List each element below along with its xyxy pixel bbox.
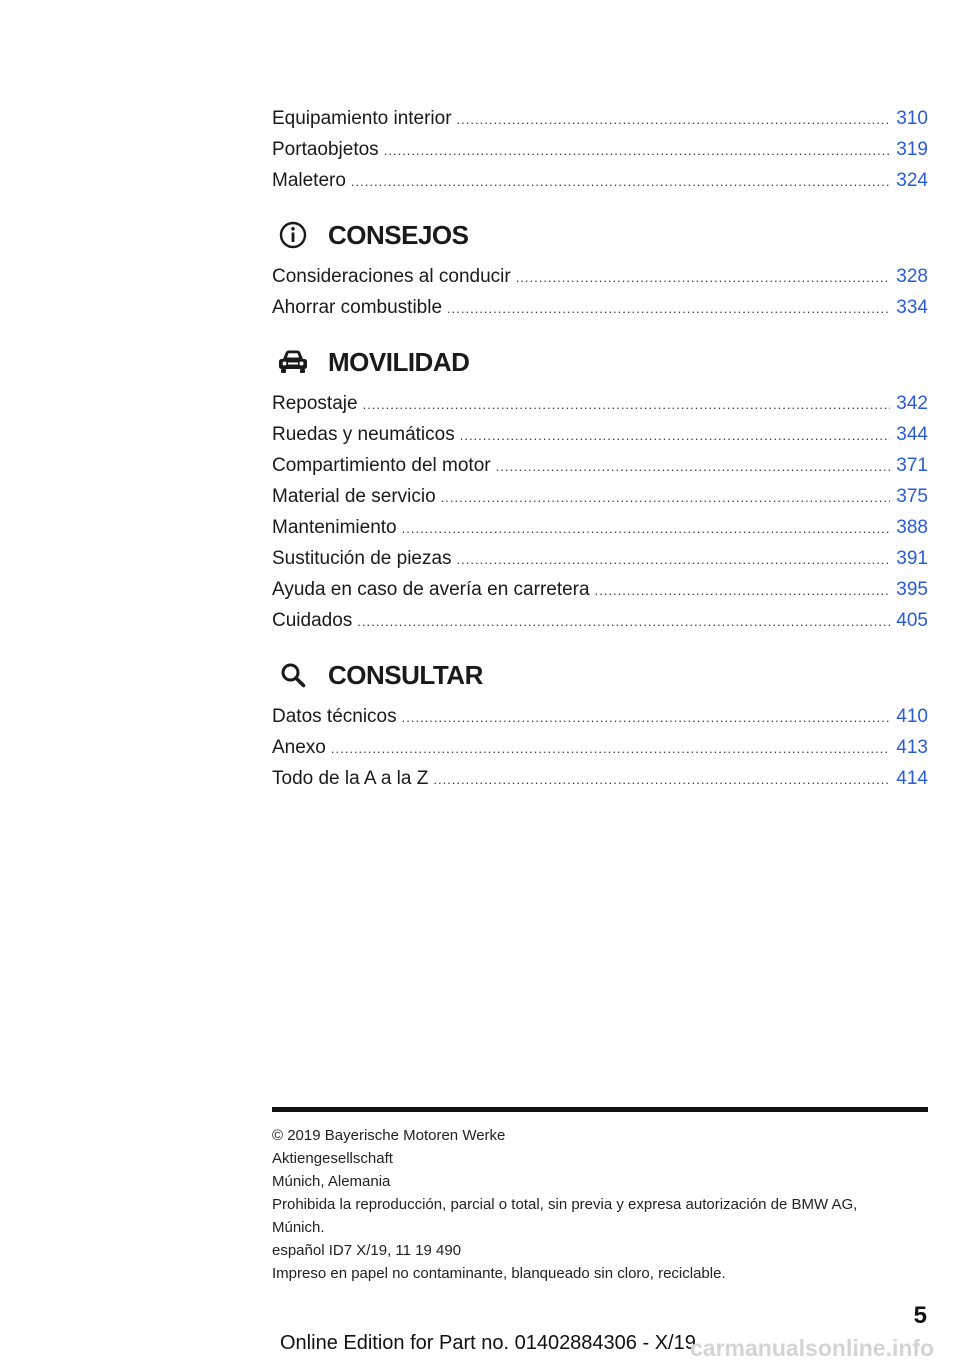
toc-entry-page[interactable]: 328 xyxy=(896,266,928,287)
imprint xyxy=(272,1124,912,1285)
leader-dots xyxy=(402,702,891,733)
imprint-line: español ID7 X/19, 11 19 490 xyxy=(272,1242,462,1259)
toc-entry-page[interactable]: 388 xyxy=(896,517,928,538)
section-title: CONSULTAR xyxy=(328,659,483,690)
toc-entry-title: Ahorrar combustible xyxy=(272,297,443,318)
toc-entry-title: Ayuda en caso de avería en carretera xyxy=(272,579,590,600)
toc-entry-title: Material de servicio xyxy=(272,486,436,507)
leader-dots xyxy=(433,764,890,795)
toc-entry[interactable] xyxy=(272,605,928,636)
toc-entry[interactable] xyxy=(272,512,928,543)
toc-entry-title: Datos técnicos xyxy=(272,706,397,727)
imprint-line: Múnich, Alemania xyxy=(272,1173,391,1190)
leader-dots xyxy=(447,293,890,324)
info-icon xyxy=(275,217,311,253)
toc-entry[interactable] xyxy=(272,292,928,323)
section-title: CONSEJOS xyxy=(328,219,469,250)
section-header-consultar xyxy=(272,657,928,693)
toc-entry-title: Portaobjetos xyxy=(272,139,379,160)
table-of-contents xyxy=(272,103,928,794)
car-icon xyxy=(275,344,311,380)
leader-dots xyxy=(457,104,891,135)
leader-dots xyxy=(457,544,891,575)
toc-entry[interactable] xyxy=(272,419,928,450)
toc-entry-title: Anexo xyxy=(272,737,326,758)
leader-dots xyxy=(595,575,891,606)
toc-entry[interactable] xyxy=(272,388,928,419)
toc-entry-title: Compartimiento del motor xyxy=(272,455,491,476)
toc-entry[interactable] xyxy=(272,134,928,165)
imprint-line: Prohibida la reproducción, parcial o total, sin previa y expresa autorización de BMW AG, xyxy=(272,1196,858,1213)
toc-entry-page[interactable]: 391 xyxy=(896,548,928,569)
toc-entry[interactable] xyxy=(272,481,928,512)
imprint-line: © 2019 Bayerische Motoren Werke xyxy=(272,1127,506,1144)
toc-entry[interactable] xyxy=(272,732,928,763)
toc-entry-title: Maletero xyxy=(272,170,346,191)
toc-entry[interactable] xyxy=(272,450,928,481)
section-header-movilidad xyxy=(272,344,928,380)
toc-entry-title: Consideraciones al conducir xyxy=(272,266,511,287)
leader-dots xyxy=(384,135,891,166)
toc-entry-title: Mantenimiento xyxy=(272,517,397,538)
toc-entry-page[interactable]: 334 xyxy=(896,297,928,318)
toc-entry-page[interactable]: 324 xyxy=(896,170,928,191)
toc-entry-title: Repostaje xyxy=(272,393,358,414)
leader-dots xyxy=(331,733,890,764)
toc-entry-page[interactable]: 371 xyxy=(896,455,928,476)
toc-entry-page[interactable]: 375 xyxy=(896,486,928,507)
toc-entry[interactable] xyxy=(272,261,928,292)
leader-dots xyxy=(460,420,891,451)
leader-dots xyxy=(357,606,890,637)
leader-dots xyxy=(496,451,891,482)
toc-entry-page[interactable]: 395 xyxy=(896,579,928,600)
toc-entry-title: Equipamiento interior xyxy=(272,108,452,129)
leader-dots xyxy=(363,389,891,420)
imprint-line: Múnich. xyxy=(272,1219,325,1236)
toc-entry-page[interactable]: 413 xyxy=(896,737,928,758)
toc-entry[interactable] xyxy=(272,763,928,794)
leader-dots xyxy=(441,482,891,513)
toc-entry-title: Sustitución de piezas xyxy=(272,548,452,569)
toc-entry[interactable] xyxy=(272,701,928,732)
toc-entry-page[interactable]: 319 xyxy=(896,139,928,160)
toc-entry-page[interactable]: 410 xyxy=(896,706,928,727)
imprint-line: Impreso en papel no contaminante, blanqueado sin cloro, reciclable. xyxy=(272,1265,726,1282)
section-header-consejos xyxy=(272,217,928,253)
toc-entry-title: Ruedas y neumáticos xyxy=(272,424,455,445)
imprint-line: Aktiengesellschaft xyxy=(272,1150,393,1167)
toc-entry-title: Cuidados xyxy=(272,610,353,631)
toc-entry-title: Todo de la A a la Z xyxy=(272,768,429,789)
toc-entry[interactable] xyxy=(272,574,928,605)
toc-entry-page[interactable]: 405 xyxy=(896,610,928,631)
section-title: MOVILIDAD xyxy=(328,346,470,377)
toc-entry-page[interactable]: 414 xyxy=(896,768,928,789)
watermark: carmanualsonline.info xyxy=(690,1335,935,1361)
toc-entry-page[interactable]: 342 xyxy=(896,393,928,414)
page-number: 5 xyxy=(913,1302,927,1329)
toc-entry-page[interactable]: 344 xyxy=(896,424,928,445)
leader-dots xyxy=(351,166,890,197)
toc-top-group xyxy=(272,103,928,196)
search-icon xyxy=(275,657,311,693)
toc-entry-page[interactable]: 310 xyxy=(896,108,928,129)
toc-entry[interactable] xyxy=(272,165,928,196)
imprint-divider xyxy=(272,1107,928,1112)
toc-entry[interactable] xyxy=(272,103,928,134)
leader-dots xyxy=(516,262,891,293)
footer-edition: Online Edition for Part no. 01402884306 - X/19 xyxy=(280,1332,696,1354)
toc-entry[interactable] xyxy=(272,543,928,574)
leader-dots xyxy=(402,513,891,544)
